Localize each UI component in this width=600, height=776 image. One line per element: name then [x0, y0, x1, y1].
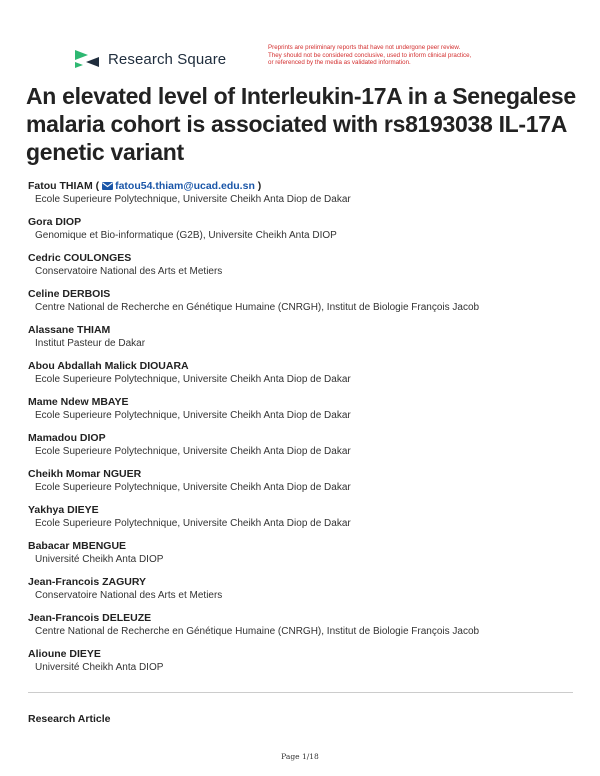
author-name: Cedric COULONGES	[28, 252, 132, 264]
envelope-icon	[102, 182, 113, 190]
author-affiliation: Centre National de Recherche en Génétique Humaine (CNRGH), Institut de Biologie François Jacob	[35, 302, 480, 313]
author-entry	[28, 360, 588, 396]
author-affiliation: Conservatoire National des Arts et Metiers	[35, 266, 223, 277]
page-number: Page 1/18	[281, 752, 319, 761]
notice-line: Preprints are preliminary reports that have not undergone peer review.	[268, 44, 461, 51]
author-entry	[28, 576, 588, 612]
author-affiliation: Université Cheikh Anta DIOP	[35, 662, 164, 673]
author-name: Gora DIOP	[28, 216, 82, 228]
author-list	[28, 180, 588, 684]
author-name: Jean-Francois DELEUZE	[28, 612, 152, 624]
author-name: Cheikh Momar NGUER	[28, 468, 142, 480]
research-square-logo-icon	[74, 48, 100, 70]
author-entry	[28, 396, 588, 432]
author-affiliation: Ecole Superieure Polytechnique, Universite Cheikh Anta Diop de Dakar	[35, 194, 351, 205]
paper-title: An elevated level of Interleukin-17A in a Senegalese malaria cohort is associated with rs8193038 IL-17A genetic variant	[26, 83, 576, 165]
logo-text: Research Square	[108, 50, 227, 68]
author-entry	[28, 540, 588, 576]
author-name: Babacar MBENGUE	[28, 540, 127, 552]
author-affiliation: Ecole Superieure Polytechnique, Universite Cheikh Anta Diop de Dakar	[35, 374, 351, 385]
author-name: Alioune DIEYE	[28, 648, 101, 660]
author-affiliation: Genomique et Bio-informatique (G2B), Universite Cheikh Anta DIOP	[35, 230, 337, 241]
article-type: Research Article	[28, 713, 111, 725]
corresponding-email-link[interactable]: fatou54.thiam@ucad.edu.sn	[115, 180, 255, 192]
author-affiliation: Ecole Superieure Polytechnique, Universite Cheikh Anta Diop de Dakar	[35, 482, 351, 493]
author-entry	[28, 324, 588, 360]
author-affiliation: Ecole Superieure Polytechnique, Universite Cheikh Anta Diop de Dakar	[35, 518, 351, 529]
author-name: Fatou THIAM ( fatou54.thiam@ucad.edu.sn )	[28, 180, 262, 192]
author-affiliation: Conservatoire National des Arts et Metiers	[35, 590, 223, 601]
research-square-logo[interactable]	[74, 48, 226, 70]
author-name: Yakhya DIEYE	[28, 504, 99, 516]
author-name: Celine DERBOIS	[28, 288, 111, 300]
author-entry	[28, 252, 588, 288]
author-entry	[28, 432, 588, 468]
author-entry	[28, 504, 588, 540]
author-entry	[28, 648, 588, 684]
divider	[28, 692, 573, 693]
author-name: Mamadou DIOP	[28, 432, 106, 444]
author-entry	[28, 180, 588, 216]
author-entry	[28, 612, 588, 648]
preprint-notice	[268, 44, 568, 67]
author-name: Abou Abdallah Malick DIOUARA	[28, 360, 189, 372]
author-name: Alassane THIAM	[28, 324, 111, 336]
author-entry	[28, 288, 588, 324]
notice-line: or referenced by the media as validated information.	[268, 59, 411, 67]
notice-line: They should not be considered conclusive, used to inform clinical practice,	[268, 51, 472, 59]
author-entry	[28, 468, 588, 504]
author-affiliation: Centre National de Recherche en Génétique Humaine (CNRGH), Institut de Biologie François Jacob	[35, 626, 480, 637]
author-name: Jean-Francois ZAGURY	[28, 576, 147, 588]
author-entry	[28, 216, 588, 252]
author-name: Mame Ndew MBAYE	[28, 396, 129, 408]
author-affiliation: Institut Pasteur de Dakar	[35, 338, 146, 349]
author-affiliation: Ecole Superieure Polytechnique, Universite Cheikh Anta Diop de Dakar	[35, 446, 351, 457]
author-affiliation: Ecole Superieure Polytechnique, Universite Cheikh Anta Diop de Dakar	[35, 410, 351, 421]
author-affiliation: Université Cheikh Anta DIOP	[35, 554, 164, 565]
